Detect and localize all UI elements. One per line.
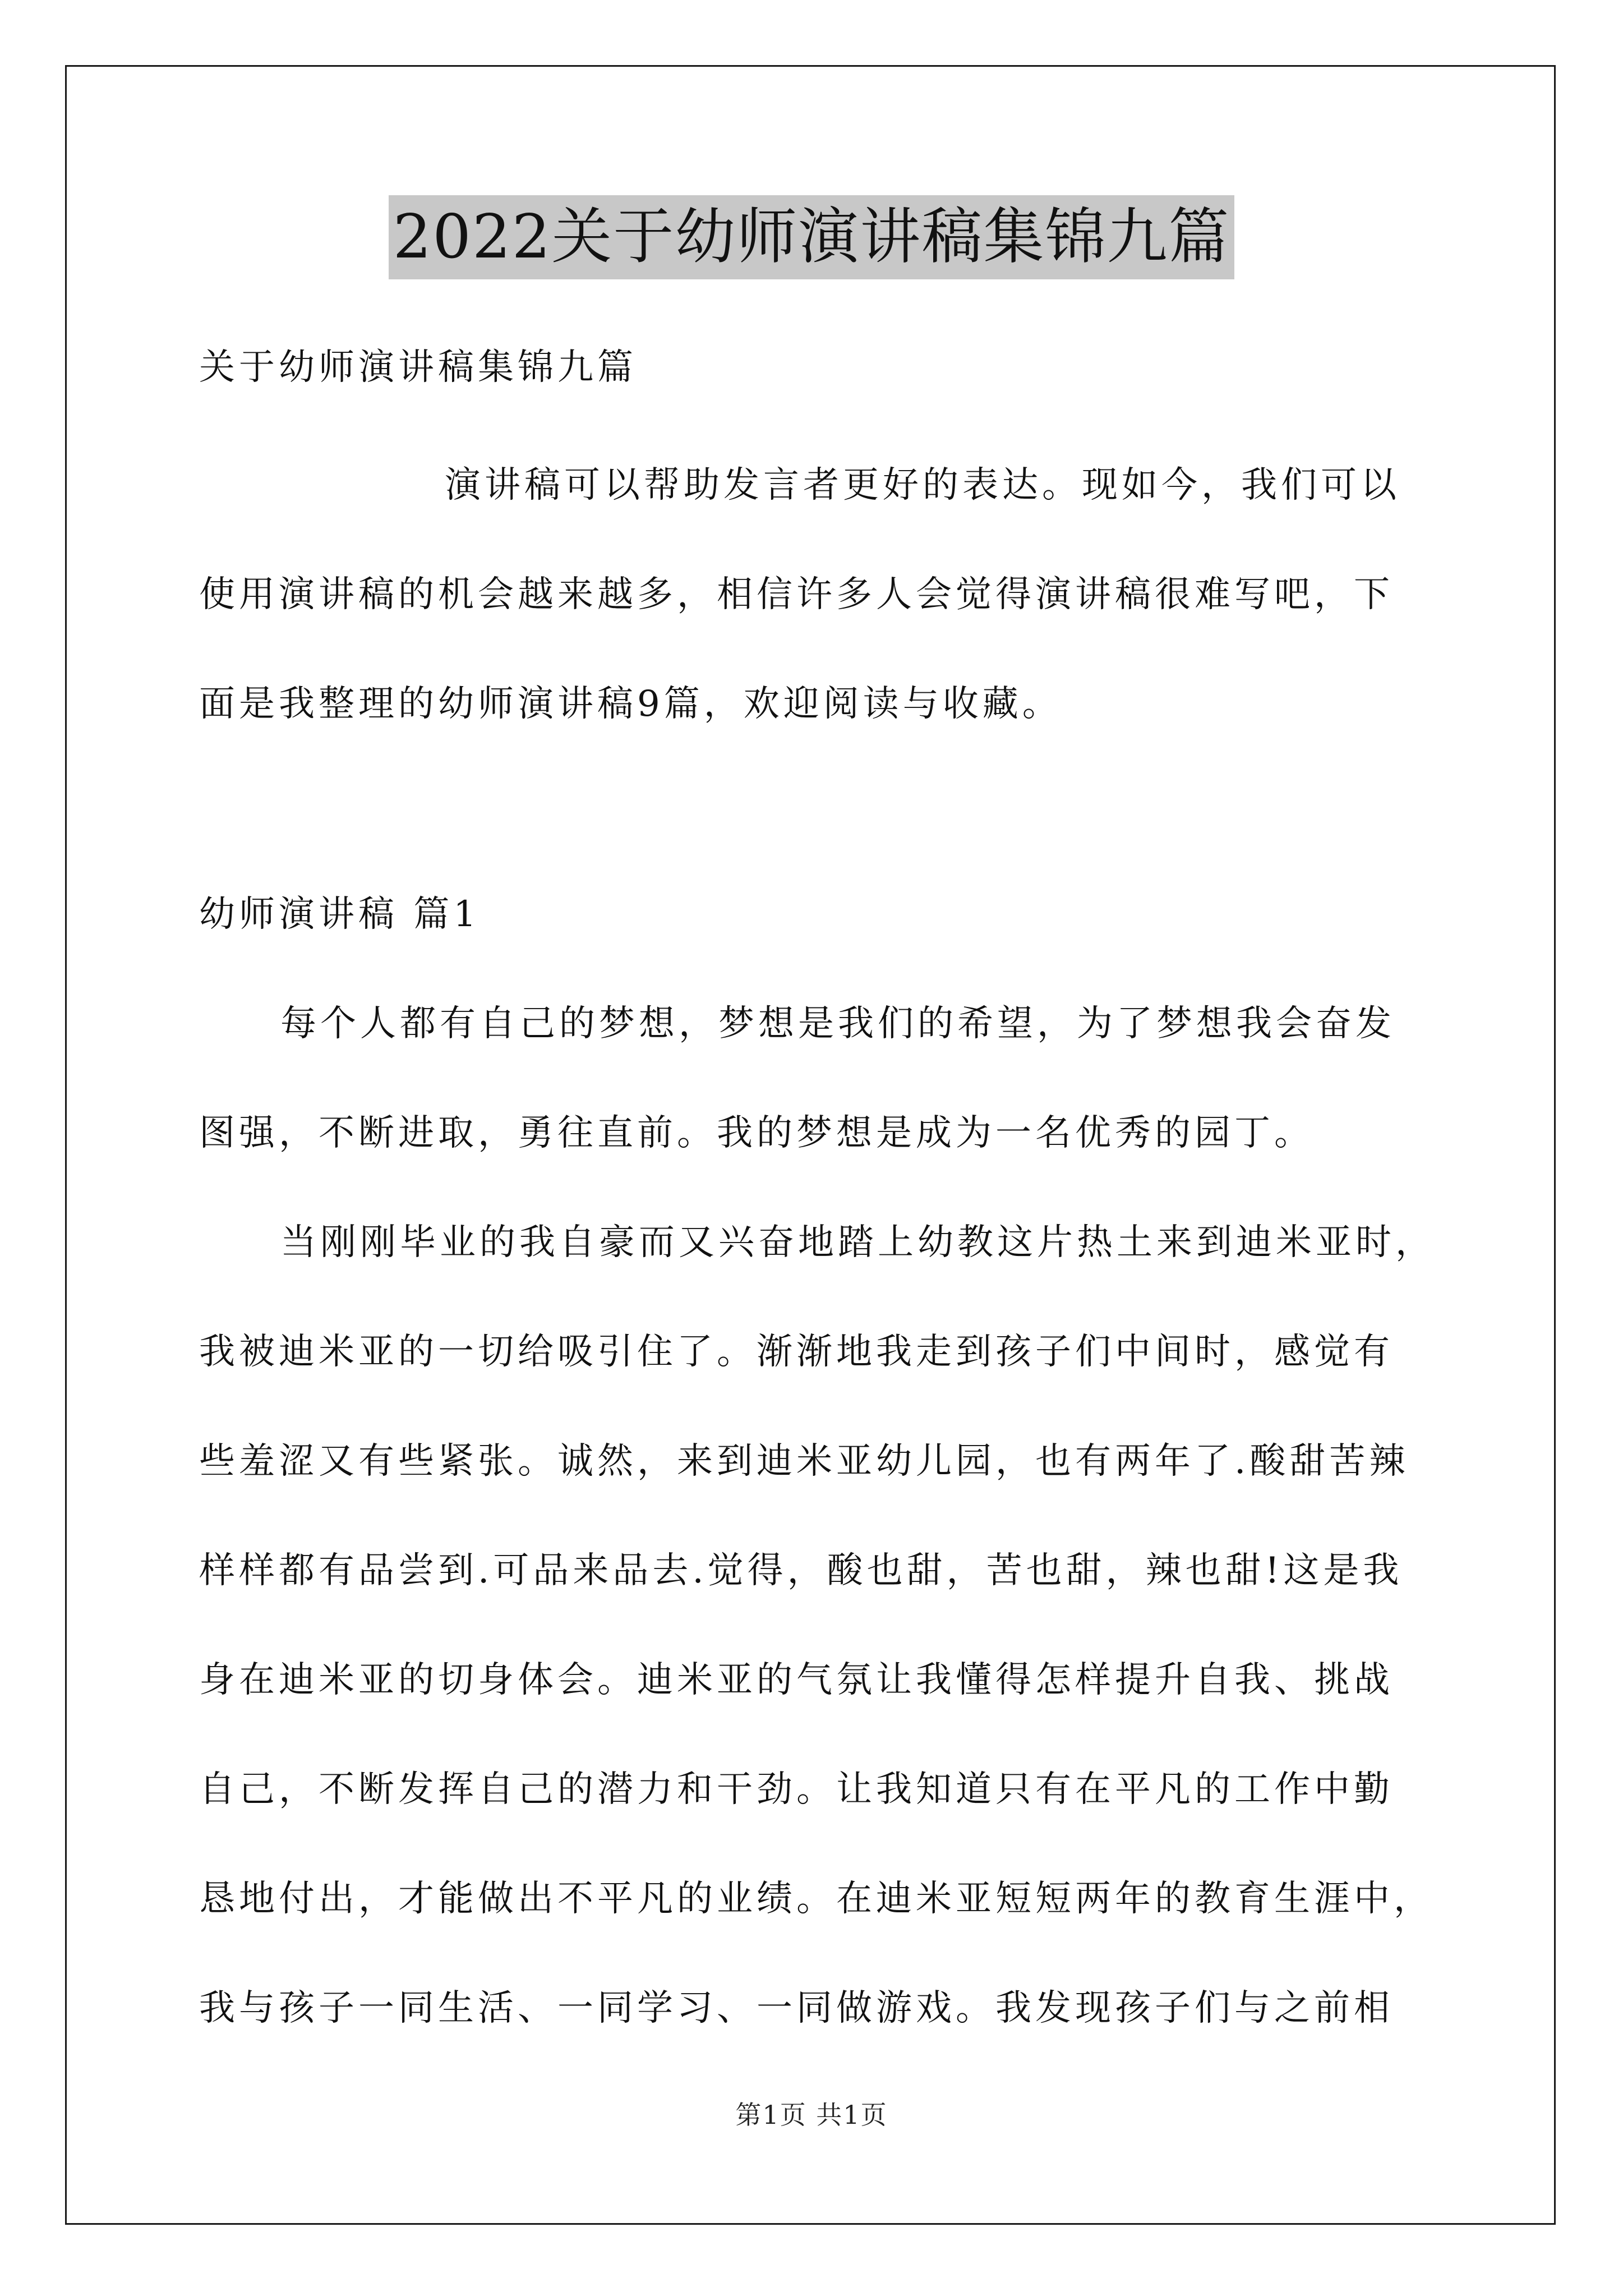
document-subtitle: 关于幼师演讲稿集锦九篇 xyxy=(199,347,637,388)
page-footer: 第1页 共1页 xyxy=(735,2100,888,2130)
paragraph2-line-6: 自己，不断发挥自己的潜力和干劲。让我知道只有在平凡的工作中勤 xyxy=(199,1769,1394,1810)
document-title: 2022关于幼师演讲稿集锦九篇 xyxy=(389,195,1235,279)
paragraph2-line-8: 我与孩子一同生活、一同学习、一同做游戏。我发现孩子们与之前相 xyxy=(199,1987,1394,2029)
paragraph2-line-1: 当刚刚毕业的我自豪而又兴奋地踏上幼教这片热土来到迪米亚时， xyxy=(280,1222,1435,1263)
paragraph2-line-3: 些羞涩又有些紧张。诚然，来到迪米亚幼儿园，也有两年了.酸甜苦辣 xyxy=(199,1441,1409,1482)
paragraph2-line-2: 我被迪米亚的一切给吸引住了。渐渐地我走到孩子们中间时，感觉有 xyxy=(199,1331,1394,1373)
paragraph1-line-2: 图强，不断进取，勇往直前。我的梦想是成为一名优秀的园丁。 xyxy=(199,1112,1314,1154)
paragraph2-line-7: 恳地付出，才能做出不平凡的业绩。在迪米亚短短两年的教育生涯中， xyxy=(199,1878,1433,1920)
section-heading: 幼师演讲稿 篇1 xyxy=(199,894,481,935)
paragraph2-line-4: 样样都有品尝到.可品来品去.觉得，酸也甜，苦也甜，辣也甜!这是我 xyxy=(199,1550,1403,1591)
title-container xyxy=(0,195,1623,279)
intro-line-1: 演讲稿可以帮助发言者更好的表达。现如今，我们可以 xyxy=(445,464,1400,506)
intro-line-2: 使用演讲稿的机会越来越多，相信许多人会觉得演讲稿很难写吧，下 xyxy=(199,574,1394,615)
paragraph2-line-5: 身在迪米亚的切身体会。迪米亚的气氛让我懂得怎样提升自我、挑战 xyxy=(199,1659,1394,1701)
intro-line-3: 面是我整理的幼师演讲稿9篇，欢迎阅读与收藏。 xyxy=(199,683,1062,725)
paragraph1-line-1: 每个人都有自己的梦想，梦想是我们的希望，为了梦想我会奋发 xyxy=(280,1003,1395,1045)
